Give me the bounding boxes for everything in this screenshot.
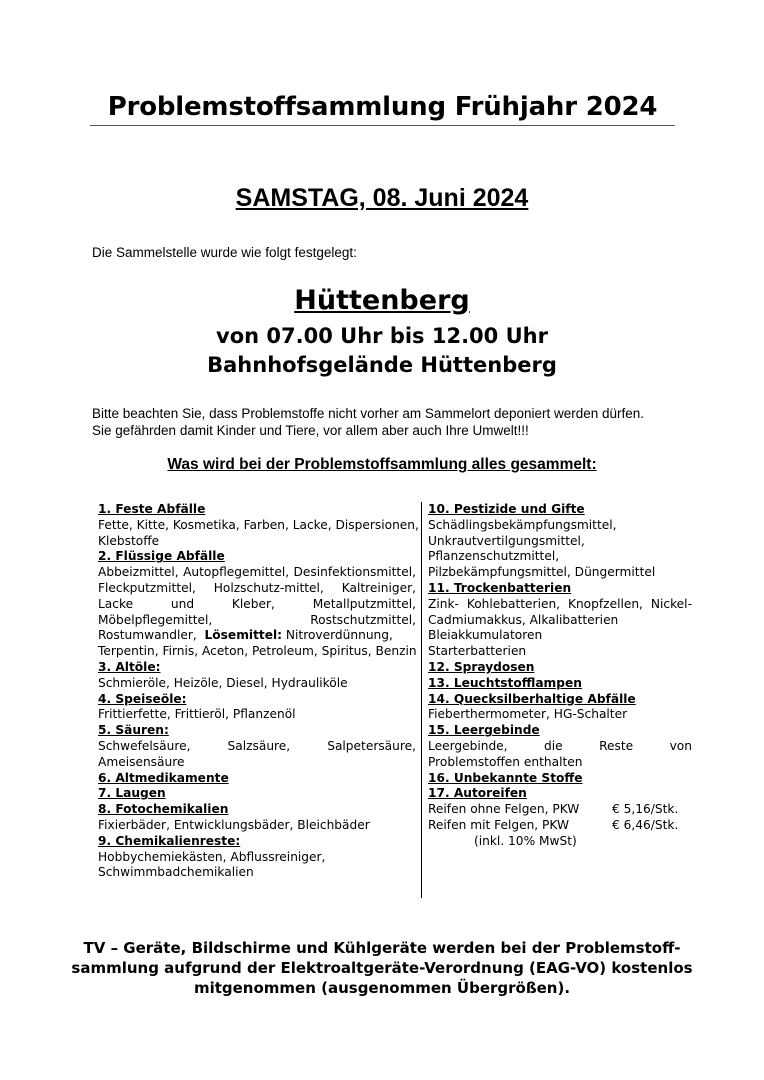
word: und <box>170 596 195 611</box>
footer-line: mitgenommen (ausgenommen Übergrößen). <box>193 979 571 997</box>
word: Nickel- <box>650 596 692 611</box>
category-text: Terpentin, Firnis, Aceton, Petroleum, Spiritus, Benzin <box>98 644 417 659</box>
category-text <box>98 739 416 755</box>
category-heading: 15. Leergebinde <box>428 723 540 738</box>
word: Nitroverdünnung, <box>285 628 393 643</box>
location-place: Bahnhofsgelände Hüttenberg <box>207 353 557 377</box>
location-town: Hüttenberg <box>294 285 470 316</box>
word: Autopflegemittel, <box>183 565 290 580</box>
word: Reste <box>599 738 634 753</box>
category-heading: 2. Flüssige Abfälle <box>98 549 225 564</box>
footer-note <box>60 938 704 998</box>
word: Zink- <box>428 596 459 611</box>
word: Salzsäure, <box>227 738 291 753</box>
category-text: Klebstoffe <box>98 533 160 548</box>
collection-question-heading: Was wird bei der Problemstoffsammlung alles gesammelt: <box>167 456 597 473</box>
tire-price: € 6,46/Stk. <box>612 817 679 832</box>
word: Kohlebatterien, <box>466 596 561 611</box>
category-text: Hobbychemiekästen, Abflussreiniger, <box>98 849 326 864</box>
category-text: Fixierbäder, Entwicklungsbäder, Bleichbäder <box>98 817 370 832</box>
footer-line: sammlung aufgrund der Elektroaltgeräte-Verordnung (EAG-VO) kostenlos <box>71 959 693 977</box>
notice-line: Bitte beachten Sie, dass Problemstoffe nicht vorher am Sammelort deponiert werden dürfen. <box>92 406 645 421</box>
column-divider <box>421 502 422 898</box>
notice-line: Sie gefährden damit Kinder und Tiere, vor allem aber auch Ihre Umwelt!!! <box>92 423 529 438</box>
title-underline-rule <box>90 125 675 126</box>
word: Fleckputzmittel, <box>98 580 196 595</box>
word: Desinfektionsmittel, <box>293 565 416 580</box>
right-category-column <box>428 502 692 850</box>
category-text: Starterbatterien <box>428 644 527 659</box>
category-text: Problemstoffen enthalten <box>428 754 583 769</box>
category-heading: 3. Altöle: <box>98 659 161 674</box>
category-text: Cadmiumakkus, Alkalibatterien <box>428 612 619 627</box>
location-time: von 07.00 Uhr bis 12.00 Uhr <box>216 324 548 348</box>
word: Lacke <box>98 596 134 611</box>
page-title: Problemstoffsammlung Frühjahr 2024 <box>107 92 658 122</box>
intro-text: Die Sammelstelle wurde wie folgt festgelegt: <box>92 245 357 260</box>
tire-price-row <box>428 818 692 834</box>
word: Salpetersäure, <box>327 738 416 753</box>
category-heading: 16. Unbekannte Stoffe <box>428 770 583 785</box>
tire-price-row <box>428 802 692 818</box>
word: Metallputzmittel, <box>312 596 416 611</box>
word: von <box>669 738 692 753</box>
category-text: Pflanzenschutzmittel, <box>428 549 560 564</box>
category-text <box>98 565 416 581</box>
category-heading: 1. Feste Abfälle <box>98 502 206 516</box>
category-heading: 13. Leuchtstofflampen <box>428 675 582 690</box>
solvent-label: Lösemittel: <box>204 628 283 643</box>
category-heading: 7. Laugen <box>98 786 166 801</box>
vat-note: (inkl. 10% MwSt) <box>474 833 577 848</box>
word: Kleber, <box>231 596 275 611</box>
category-text <box>428 597 692 613</box>
tire-price: € 5,16/Stk. <box>612 802 679 817</box>
category-text: Ameisensäure <box>98 754 185 769</box>
notice-text <box>92 405 644 439</box>
category-heading: 10. Pestizide und Gifte <box>428 502 585 516</box>
category-text <box>98 613 416 629</box>
category-heading: 12. Spraydosen <box>428 659 535 674</box>
category-heading: 17. Autoreifen <box>428 786 527 801</box>
word: Rostschutzmittel, <box>310 612 416 627</box>
collection-date: SAMSTAG, 08. Juni 2024 <box>235 184 529 212</box>
word: Kaltreiniger, <box>341 580 416 595</box>
category-text: Pilzbekämpfungsmittel, Düngermittel <box>428 565 656 580</box>
word: Leergebinde, <box>428 738 508 753</box>
word: Schwefelsäure, <box>98 738 191 753</box>
category-heading: 6. Altmedikamente <box>98 770 229 785</box>
category-text: Fette, Kitte, Kosmetika, Farben, Lacke, Dispersionen, <box>98 517 419 532</box>
category-text <box>98 628 416 644</box>
category-heading: 8. Fotochemikalien <box>98 802 229 817</box>
word: die <box>544 738 563 753</box>
category-text: Schwimmbadchemikalien <box>98 865 254 880</box>
word: Holzschutz-mittel, <box>213 580 324 595</box>
word: Knopfzellen, <box>567 596 643 611</box>
category-heading: 11. Trockenbatterien <box>428 580 572 595</box>
category-heading: 9. Chemikalienreste: <box>98 833 241 848</box>
category-heading: 14. Quecksilberhaltige Abfälle <box>428 691 636 706</box>
category-text <box>98 597 416 613</box>
category-text: Fieberthermometer, HG-Schalter <box>428 707 628 722</box>
category-heading: 4. Speiseöle: <box>98 691 187 706</box>
category-text: Schmieröle, Heizöle, Diesel, Hydrauliköle <box>98 675 348 690</box>
category-text <box>428 739 692 755</box>
category-text: Bleiakkumulatoren <box>428 628 543 643</box>
tire-label: Reifen mit Felgen, PKW <box>428 817 569 832</box>
word: Rostumwandler, <box>98 628 197 643</box>
category-heading: 5. Säuren: <box>98 723 169 738</box>
left-category-column <box>98 502 419 881</box>
category-text: Schädlingsbekämpfungsmittel, <box>428 517 617 532</box>
footer-line: TV – Geräte, Bildschirme und Kühlgeräte werden bei der Problemstoff- <box>83 939 681 957</box>
tire-label: Reifen ohne Felgen, PKW <box>428 802 580 817</box>
word: Abbeizmittel, <box>98 565 179 580</box>
category-text: Unkrautvertilgungsmittel, <box>428 533 585 548</box>
word: Möbelpflegemittel, <box>98 612 213 627</box>
category-text <box>98 581 416 597</box>
category-text: Frittierfette, Frittieröl, Pflanzenöl <box>98 707 296 722</box>
